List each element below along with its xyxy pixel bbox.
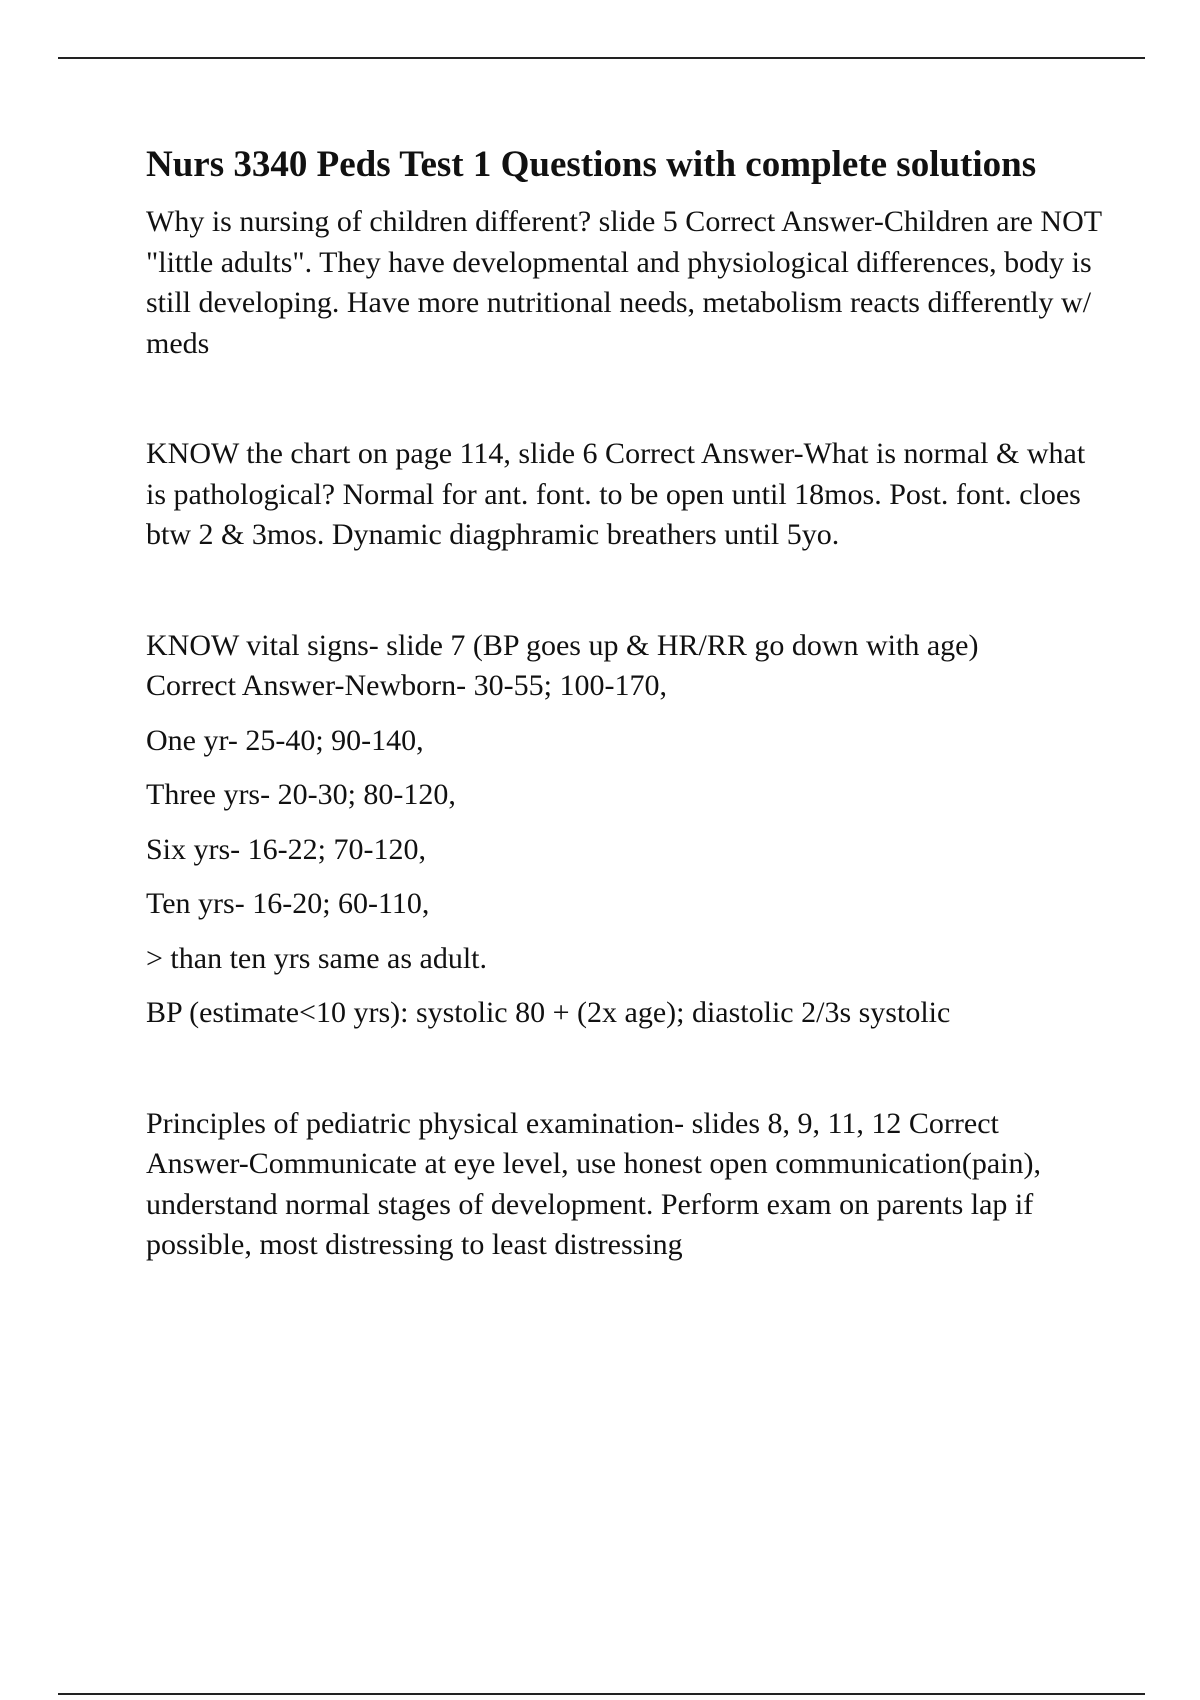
qa-paragraph-1: Why is nursing of children different? slide 5 Correct Answer-Children are NOT "little adults". They have developmental and physiological differences, body is still developing. Have more nutritional needs, metabolism reacts differently w/ meds xyxy=(146,205,1102,360)
qa-paragraph-4: Principles of pediatric physical examination- slides 8, 9, 11, 12 Correct Answer-Communicate at eye level, use honest open communication(pain), understand normal stages of development. Perform exam on parents lap if possible, most distressing to least distressing xyxy=(146,1106,1041,1261)
vital-signs-line-4: Ten yrs- 16-20; 60-110, xyxy=(146,887,430,920)
qa-paragraph-2: KNOW the chart on page 114, slide 6 Correct Answer-What is normal & what is pathological? Normal for ant. font. to be open until 18mos. Post. font. cloes btw 2 & 3mos. Dynamic diagphramic breathers until 5yo. xyxy=(146,437,1086,551)
top-rule xyxy=(58,57,1145,59)
paragraph-gap xyxy=(146,556,1106,626)
bottom-rule xyxy=(58,1693,1145,1695)
document-title: Nurs 3340 Peds Test 1 Questions with complete solutions xyxy=(146,144,1037,185)
paragraph-gap xyxy=(146,1034,1106,1104)
vital-signs-line-2: Three yrs- 20-30; 80-120, xyxy=(146,778,456,811)
vital-signs-line-1: One yr- 25-40; 90-140, xyxy=(146,723,424,757)
qa-paragraph-3: KNOW vital signs- slide 7 (BP goes up & HR/RR go down with age) Correct Answer-Newborn- 30-55; 100-170, xyxy=(146,628,979,702)
paragraph-gap xyxy=(146,364,1106,434)
vital-signs-line-6: BP (estimate<10 yrs): systolic 80 + (2x age); diastolic 2/3s systolic xyxy=(146,996,951,1029)
document-body xyxy=(146,140,1106,1266)
vital-signs-line-5: > than ten yrs same as adult. xyxy=(146,941,488,975)
vital-signs-line-3: Six yrs- 16-22; 70-120, xyxy=(146,832,426,866)
